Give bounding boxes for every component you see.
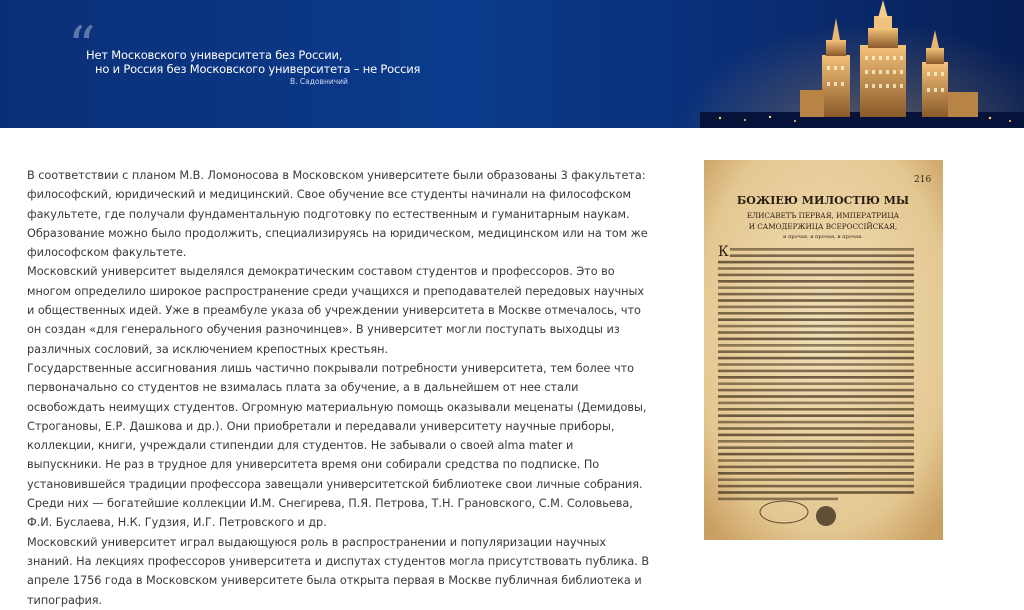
article-paragraph: Московский университет играл выдающуюся роль в распространении и популяризации научных знаний. На лекциях профессоров университета и диспутах студентов могла присутствовать публика. В апреле 1756 года в Московском университете была открыта первая в Москве публичная библиотека и типография. [27,535,650,607]
university-building-image [700,0,1024,128]
document-text-line [718,466,914,469]
document-seal [816,506,836,526]
document-text-line [718,427,914,430]
article-paragraph: Государственные ассигнования лишь частично покрывали потребности университета, тем более что первоначально со студентов не взималась плата за обучение, а в дальнейшем от нее стали освобождать неимущих студентов. Огромную материальную помощь оказывали меценаты (Демидовы, Строгановы, Е.Р. Дашкова и др.). Они приобретали и передавали университету научные приборы, коллекции, книги, учреждали стипендии для студентов. Не забывали о своей alma mater и выпускники. Не раз в трудное для университета время они собирали средства по подписке. По установившейся традиции профессора завещали университетской библиотеке свои личные собрания. Среди них — богатейшие коллекции И.М. Снегирева, П.Я. Петрова, Т.Н. Грановского, С.М. Соловьева, Ф.И. Буслаева, Н.К. Гудзия, И.Г. Петровского и др. [27,361,647,530]
document-page-number: 216 [914,175,932,185]
quote-line-2: но и Россия без Московского университета – не Россия [95,62,421,76]
document-text-line [718,274,914,277]
document-text-line [718,402,914,405]
document-text-line [718,376,914,379]
document-text-line [718,306,914,309]
document-text-line [718,478,914,481]
document-text-line [718,299,914,302]
document-text-line [718,498,838,501]
document-text-line [718,472,914,475]
quote-author: В. Садовничий [290,77,348,86]
document-text-line [718,395,914,398]
document-text-line [718,280,914,283]
historical-decree-image [704,160,943,540]
document-text-line [718,421,914,424]
document-text-line [718,261,914,264]
document-text-line [718,382,914,385]
document-text-line [718,286,914,289]
document-heading-1: БОЖІЕЮ МИЛОСТІЮ МЫ [736,194,910,207]
document-text-line [718,459,914,462]
document-text-line [718,344,914,347]
document-text-line [718,414,914,417]
document-text-line [718,446,914,449]
document-text-line [718,408,914,411]
document-text-line [718,453,914,456]
document-text-line [718,331,914,334]
document-text-line [718,491,914,494]
document-text-line [718,312,914,315]
document-text-line [718,325,914,328]
document-text-line [718,440,914,443]
document-text-line [718,267,914,270]
quote-line-1: Нет Московского университета без России, [86,48,343,62]
document-initial: К [718,244,729,260]
document-text-line [718,357,914,360]
document-text-line [718,363,914,366]
document-heading-2: ЕЛИСАВЕТЪ ПЕРВАЯ, ИМПЕРАТРИЦА [746,211,900,220]
document-heading-3: И САМОДЕРЖИЦА ВСЕРОССІЙСКАЯ, [748,222,898,231]
document-text-line [718,318,914,321]
document-text-line [730,248,914,251]
quote-mark-icon: “ [68,15,96,78]
article-text [27,166,651,610]
document-text-line [718,293,914,296]
document-text-line [718,370,914,373]
document-text-line [718,434,914,437]
header-banner [0,0,1024,128]
document-text-line [730,254,914,257]
document-heading-4: и прочая, и прочая, и прочая. [783,234,863,240]
document-text-line [718,350,914,353]
article-paragraph: Московский университет выделялся демократическим составом студентов и профессоров. Это во многом определило широкое распространение среди учащихся и преподавателей передовых научных и общественных идей. Уже в преамбуле указа об учреждении университета в Москве отмечалось, что он создан «для генерального обучения разночинцев». В университет могли поступать выходцы из различных сословий, за исключением крепостных крестьян. [27,265,645,356]
article-paragraph: В соответствии с планом М.В. Ломоносова в Московском университете были образованы 3 факультета: философский, юридический и медицинский. Свое обучение все студенты начинали на философском факультете, где получали фундаментальную подготовку по естественным и гуманитарным наукам. Образование можно было продолжить, специализируясь на юридическом, медицинском или на том же философском факультете. [27,169,648,260]
document-text-line [718,389,914,392]
document-text-line [718,485,914,488]
document-text-line [718,338,914,341]
